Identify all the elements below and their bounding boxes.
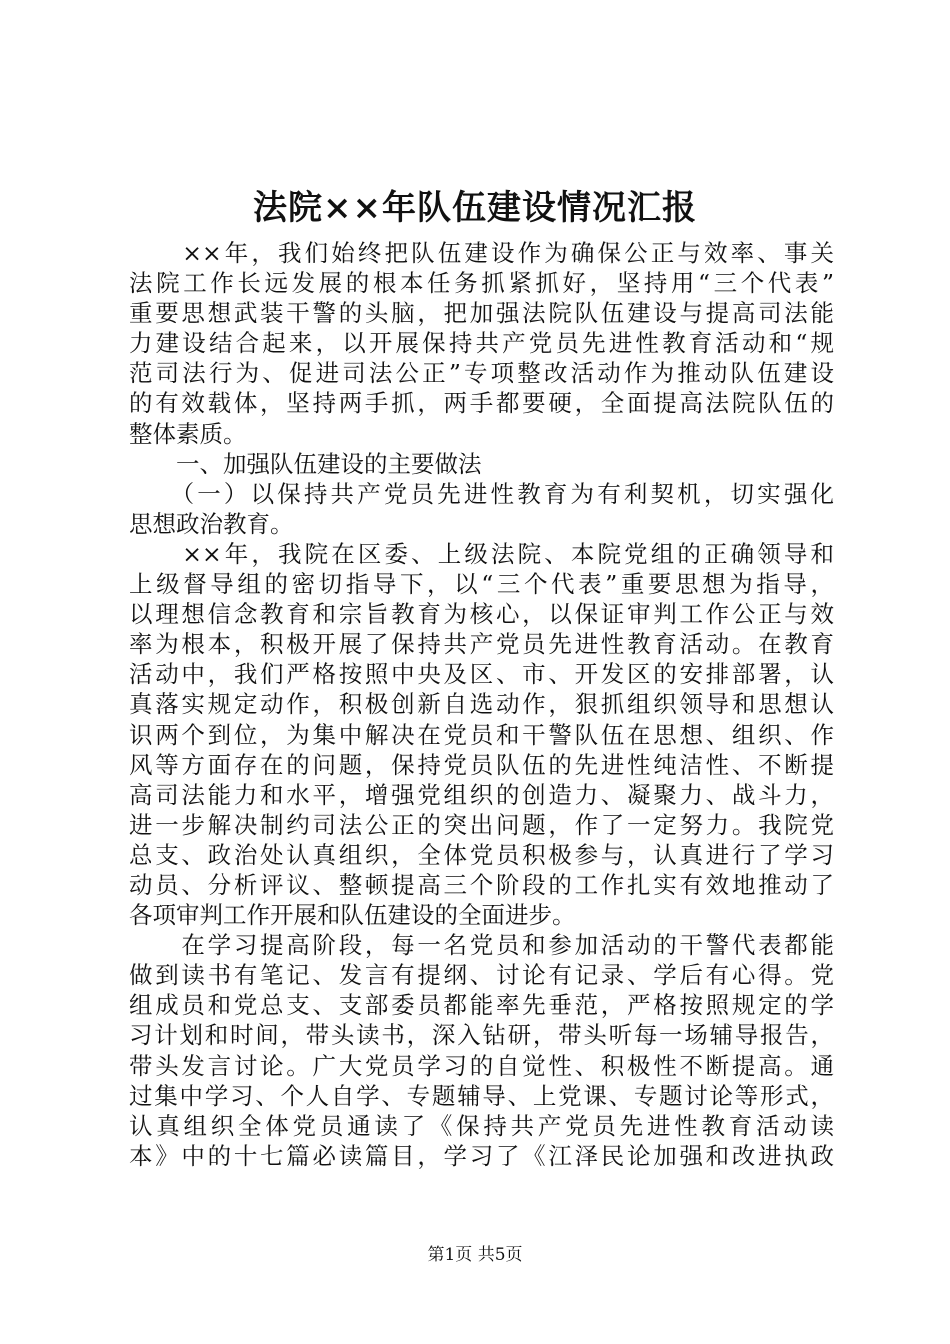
body-line: ××年，我院在区委、上级法院、本院党组的正确领导和	[129, 539, 834, 568]
body-line: 力建设结合起来，以开展保持共产党员先进性教育活动和“规	[129, 329, 834, 358]
body-line: 过集中学习、个人自学、专题辅导、上党课、专题讨论等形式，	[129, 1081, 834, 1110]
document-body	[129, 238, 834, 1171]
body-line: 动员、分析评议、整顿提高三个阶段的工作扎实有效地推动了	[129, 870, 834, 899]
body-line: 进一步解决制约司法公正的突出问题，作了一定努力。我院党	[129, 810, 834, 839]
body-line: 各项审判工作开展和队伍建设的全面进步。	[129, 901, 576, 930]
body-line: 风等方面存在的问题，保持党员队伍的先进性纯洁性、不断提	[129, 750, 834, 779]
body-line: 本》中的十七篇必读篇目，学习了《江泽民论加强和改进执政	[129, 1141, 834, 1170]
body-line: 总支、政治处认真组织，全体党员积极参与，认真进行了学习	[129, 840, 834, 869]
body-line: 高司法能力和水平，增强党组织的创造力、凝聚力、战斗力，	[129, 780, 834, 809]
body-line: 组成员和党总支、支部委员都能率先垂范，严格按照规定的学	[129, 991, 834, 1020]
body-line: 习计划和时间，带头读书，深入钻研，带头听每一场辅导报告，	[129, 1021, 834, 1050]
body-line: 法院工作长远发展的根本任务抓紧抓好，坚持用“三个代表”	[129, 269, 834, 298]
body-line: 以理想信念教育和宗旨教育为核心，以保证审判工作公正与效	[129, 600, 834, 629]
body-line: 范司法行为、促进司法公正”专项整改活动作为推动队伍建设	[129, 359, 834, 388]
body-line: 上级督导组的密切指导下，以“三个代表”重要思想为指导，	[129, 570, 834, 599]
body-line: 真落实规定动作，积极创新自选动作，狠抓组织领导和思想认	[129, 690, 834, 719]
body-line: 思想政治教育。	[129, 509, 294, 538]
body-line: 整体素质。	[129, 419, 247, 448]
document-title: 法院××年队伍建设情况汇报	[253, 188, 697, 228]
body-line: 识两个到位，为集中解决在党员和干警队伍在思想、组织、作	[129, 720, 834, 749]
body-line: 重要思想武装干警的头脑，把加强法院队伍建设与提高司法能	[129, 299, 834, 328]
body-line: 活动中，我们严格按照中央及区、市、开发区的安排部署，认	[129, 660, 834, 689]
body-line: 的有效载体，坚持两手抓，两手都要硬，全面提高法院队伍的	[129, 389, 834, 418]
body-line: 在学习提高阶段，每一名党员和参加活动的干警代表都能	[129, 931, 834, 960]
body-line: ××年，我们始终把队伍建设作为确保公正与效率、事关	[129, 239, 834, 267]
page-footer: 第1页 共5页	[427, 1245, 523, 1265]
body-line: 认真组织全体党员通读了《保持共产党员先进性教育活动读	[129, 1111, 834, 1140]
body-line: 一、加强队伍建设的主要做法	[129, 449, 482, 478]
body-line: 做到读书有笔记、发言有提纲、讨论有记录、学后有心得。党	[129, 961, 834, 990]
body-line: 带头发言讨论。广大党员学习的自觉性、积极性不断提高。通	[129, 1051, 834, 1080]
body-line: （一）以保持共产党员先进性教育为有利契机，切实强化	[129, 479, 834, 508]
body-line: 率为根本，积极开展了保持共产党员先进性教育活动。在教育	[129, 630, 834, 659]
